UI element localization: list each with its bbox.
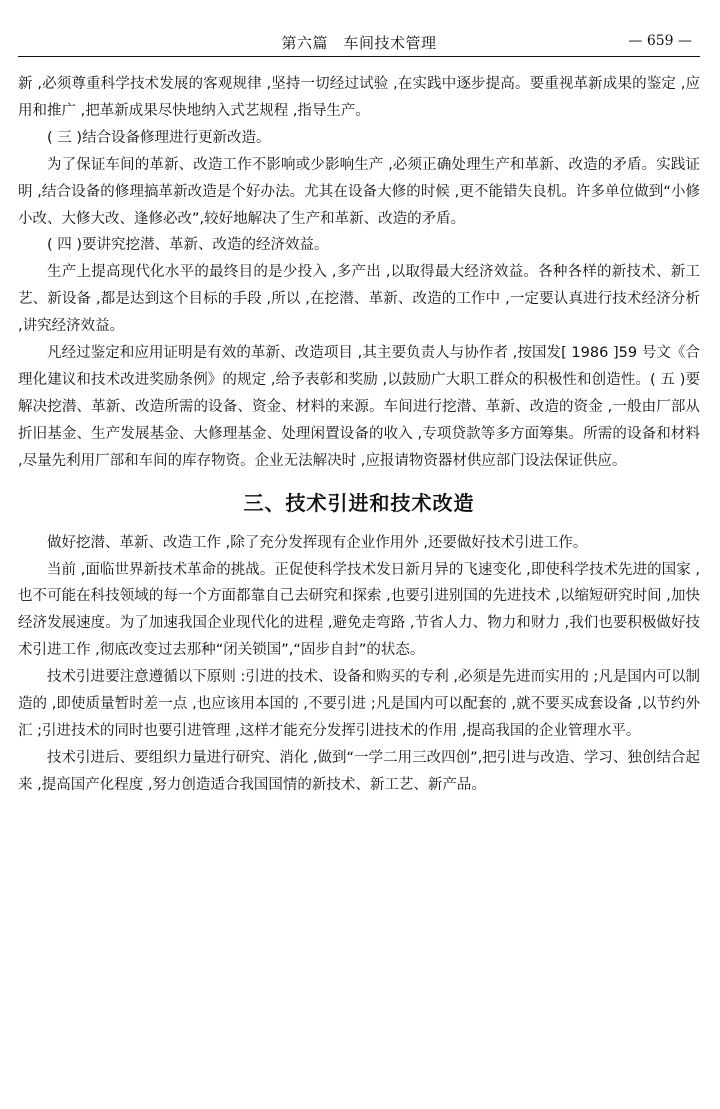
running-header — [18, 30, 700, 57]
paragraph: 新 ,必须尊重科学技术发展的客观规律 ,坚持一切经过试验 ,在实践中逐步提高。要重视革新成果的鉴定 ,应用和推广 ,把革新成果尽快地纳入式艺规程 ,指导生产。 — [18, 76, 700, 119]
section-heading: 三、技术引进和技术改造 — [243, 490, 475, 515]
paragraph: 做好挖潜、革新、改造工作 ,除了充分发挥现有企业作用外 ,还要做好技术引进工作。 — [47, 534, 588, 551]
body-text — [18, 71, 700, 799]
paragraph: 当前 ,面临世界新技术革命的挑战。正促使科学技术发日新月异的飞速变化 ,即使科学技术先进的国家 ,也不可能在科技领域的每一个方面都靠自己去研究和探索 ,也要引进别国的先进技术 ,以缩短研究时间 ,加快经济发展速度。为了加速我国企业现代化的进程 ,避免走弯路 ,节省人力、物力和财力 ,我们也要积极做好技术引进工作 ,彻底改变过去那种“闭关锁国”,“固步自封”的状态。 — [18, 561, 700, 659]
paragraph: 技术引进后、要组织力量进行研究、消化 ,做到“一学二用三改四创”,把引进与改造、学习、独创结合起来 ,提高国产化程度 ,努力创造适合我国国情的新技术、新工艺、新产品。 — [18, 749, 700, 793]
numbered-point: ( 四 )要讲究挖潜、革新、改造的经济效益。 — [47, 237, 329, 254]
paragraph: 技术引进要注意遵循以下原则 :引进的技术、设备和购买的专利 ,必须是先进而实用的 ;凡是国内可以制造的 ,即使质量暂时差一点 ,也应该用本国的 ,不要引进 ;凡是国内可以配套的 ,就不要买成套设备 ,以节约外汇 ;引进技术的同时也要引进管理 ,这样才能充分发挥引进技术的作用 ,提高我国的企业管理水平。 — [18, 669, 700, 739]
paragraph: 为了保证车间的革新、改造工作不影响或少影响生产 ,必须正确处理生产和革新、改造的矛盾。实践证明 ,结合设备的修理搞革新改造是个好办法。尤其在设备大修的时候 ,更不能错失良机。许多单位做到“小修小改、大修大改、逢修必改”,较好地解决了生产和革新、改造的矛盾。 — [18, 156, 700, 227]
chapter-title: 第六篇 车间技术管理 — [281, 34, 437, 52]
paragraph: 凡经过鉴定和应用证明是有效的革新、改造项目 ,其主要负责人与协作者 ,按国发[ 1986 ]59 号文《合理化建议和技术改进奖励条例》的规定 ,给予表彰和奖励 ,以鼓励广大职工群众的积极性和创造性。( 五 )要解决挖潜、革新、改造所需的设备、资金、材料的来源。车间进行挖潜、革新、改造的资金 ,一般由厂部从折旧基金、生产发展基金、大修理基金、处理闲置设备的收入 ,专项贷款等多方面筹集。所需的设备和材料 ,尽量先利用厂部和车间的库存物资。企业无法解决时 ,应报请物资器材供应部门设法保证供应。 — [18, 345, 700, 469]
paragraph: 生产上提高现代化水平的最终目的是少投入 ,多产出 ,以取得最大经济效益。各种各样的新技术、新工艺、新设备 ,都是达到这个目标的手段 ,所以 ,在挖潜、革新、改造的工作中 ,一定要认真进行技术经济分析 ,讲究经济效益。 — [18, 264, 700, 335]
page-number: — 659 — — [628, 33, 692, 49]
numbered-point: ( 三 )结合设备修理进行更新改造。 — [47, 129, 271, 146]
